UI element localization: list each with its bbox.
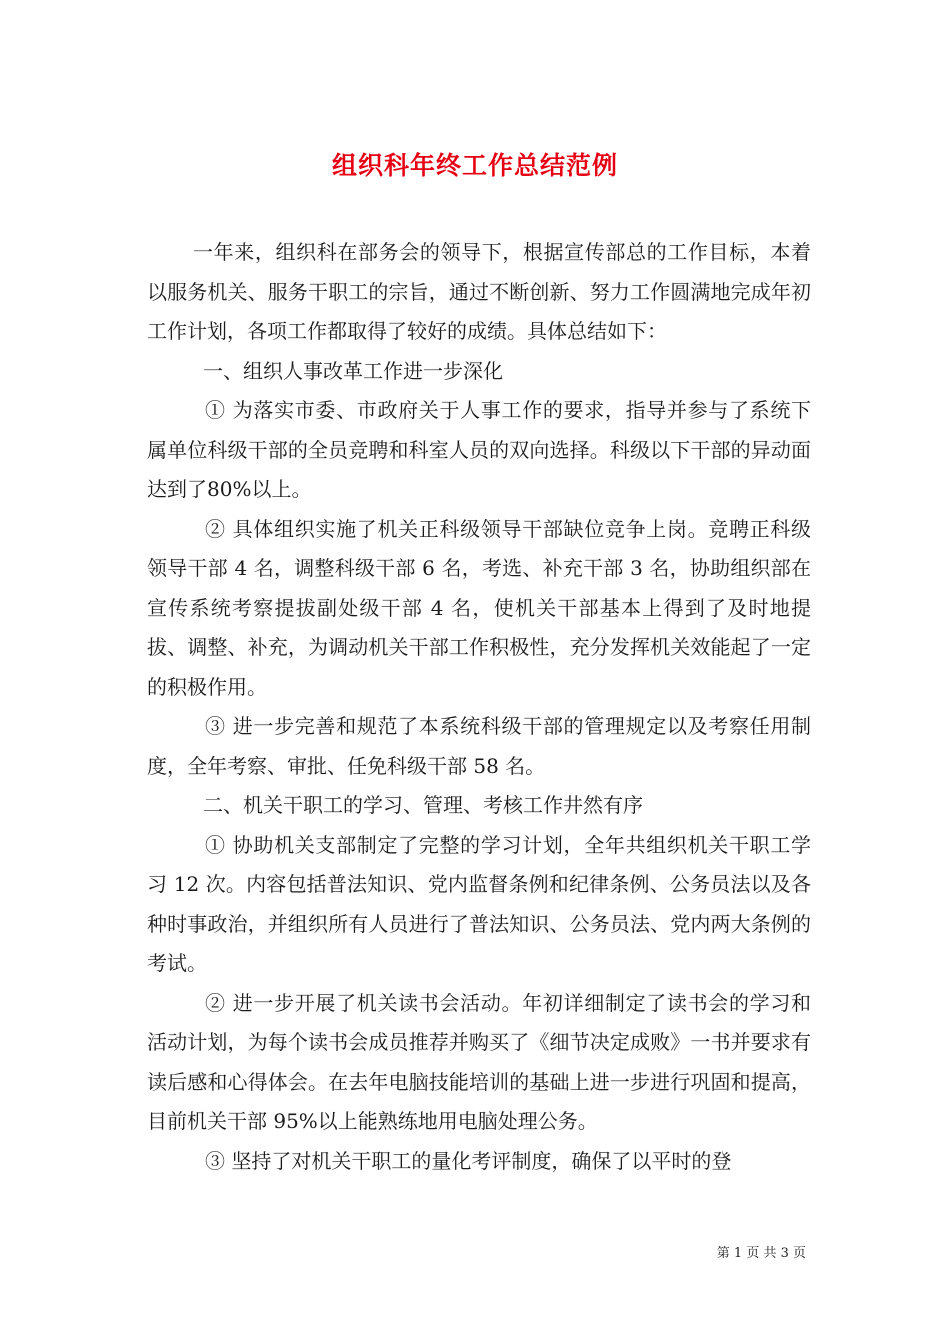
section-heading-1: 一、组织人事改革工作进一步深化 [203, 358, 503, 383]
paragraph-2-3: ③ 坚持了对机关干职工的量化考评制度，确保了以平时的登 [205, 1148, 732, 1173]
paragraph-intro: 一年来，组织科在部务会的领导下，根据宣传部总的工作目标，本着以服务机关、服务干职工的宗旨，通过不断创新、努力工作圆满地完成年初工作计划，各项工作都取得了较好的成绩。具体总结如下： [147, 240, 811, 343]
document-title: 组织科年终工作总结范例 [331, 150, 618, 180]
page-number-footer: 第 1 页 共 3 页 [716, 1246, 806, 1261]
paragraph-2-2: ② 进一步开展了机关读书会活动。年初详细制定了读书会的学习和活动计划，为每个读书会成员推荐并购买了《细节决定成败》一书并要求有读后感和心得体会。在去年电脑技能培训的基础上进一步进行巩固和提高，目前机关干部 95%以上能熟练地用电脑处理公务。 [147, 990, 811, 1133]
paragraph-1-2: ② 具体组织实施了机关正科级领导干部缺位竞争上岗。竞聘正科级领导干部 4 名，调整科级干部 6 名，考选、补充干部 3 名，协助组织部在宣传系统考察提拔副处级干部 4 名，使机关干部基本上得到了及时地提拔、调整、补充，为调动机关干部工作积极性，充分发挥机关效能起了一定的积极作用。 [147, 516, 811, 699]
document-body [147, 233, 811, 1181]
paragraph-1-3: ③ 进一步完善和规范了本系统科级干部的管理规定以及考察任用制度，全年考察、审批、任免科级干部 58 名。 [147, 714, 811, 778]
section-heading-2: 二、机关干职工的学习、管理、考核工作井然有序 [203, 793, 643, 817]
paragraph-1-1: ① 为落实市委、市政府关于人事工作的要求，指导并参与了系统下属单位科级干部的全员竞聘和科室人员的双向选择。科级以下干部的异动面达到了80%以上。 [147, 398, 811, 501]
paragraph-2-1: ① 协助机关支部制定了完整的学习计划，全年共组织机关干职工学习 12 次。内容包括普法知识、党内监督条例和纪律条例、公务员法以及各种时事政治，并组织所有人员进行了普法知识、公务员法、党内两大条例的考试。 [147, 832, 811, 975]
